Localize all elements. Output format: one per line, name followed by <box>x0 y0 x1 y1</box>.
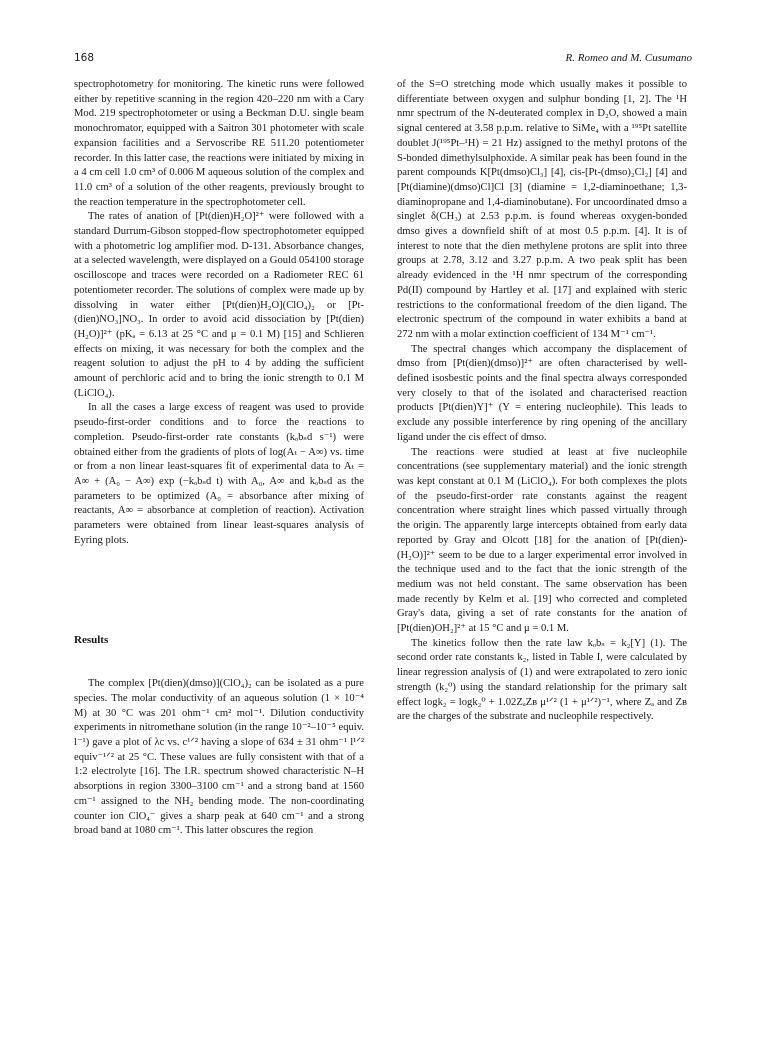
paragraph: The spectral changes which accompany the displacement of dmso from [Pt(dien)(dmso)]²⁺ are often characterised by well-defined isosbestic points and the final spectra always corresponded very closely to that of the isolated and characterised reaction products [Pt(dien)Y]⁺ (Y = entering nucleophile). This leads to exclude any possible interference by ring opening of the ancillary ligand under the cis effect of dmso. <box>397 343 687 443</box>
paragraph: The kinetics follow then the rate law kₒbₛ = k₂[Y] (1). The second order rate constants k₂, listed in Table I, were calculated by linear regression analysis of (1) and were extrapolated to zero ionic strength (k₂⁰) using the standard relationship for the primary salt effect logk₂ = logk₂⁰ + 1.02ZₐZʙ μ¹ᐟ² (1 + μ¹ᐟ²)⁻¹, where Zₐ and Zʙ are the charges of the substrate and nucleophile respectively. <box>397 637 687 723</box>
paragraph: spectrophotometry for monitoring. The kinetic runs were followed either by repetitive scanning in the region 420–220 nm with a Cary Mod. 219 spectrophotometer or using a Beckman D.U. single beam monochromator, equipped with a Saitron 301 photometer with scale expansion facilities and a Servoscribe RE 511.20 potentiometer recorder. In this latter case, the reactions were initiated by mixing in a 4 cm cell 1.0 cm³ of 0.006 M aqueous solution of the complex and 11.0 cm³ of a solution of the other reagents, previously brought to the reaction temperature in the spectrophotometer cell. <box>74 79 364 208</box>
paragraph: The reactions were studied at least at five nucleophile concentrations (see supplementary material) and the ionic strength was kept constant at 0.1 M (LiClO₄). For both complexes the plots of the pseudo-first-order rate constants against the reagent concentration where straight lines which passed virtually through the origin. The apparently large intercepts obtained from early data reported by Gray and Olcott [18] for the anation of [Pt(dien)-(H₂O)]²⁺ seem to be due to a larger experimental error involved in the technique used and to the fact that the ionic strength of the medium was not held constant. The same observation has been made recently by Kelm et al. [19] who corrected and completed Gray's data, giving a set of rate constants for the anation of [Pt(dien)OH₂]²⁺ at 15 °C and μ = 0.1 M. <box>397 446 687 635</box>
section-heading-results: Results <box>74 633 109 646</box>
right-column <box>397 78 687 725</box>
paragraph: In all the cases a large excess of reagent was used to provide pseudo-first-order conditions and to force the reactions to completion. Pseudo-first-order rate constants (kₒbₛd s⁻¹) were obtained either from the gradients of plots of log(Aₜ − A∞) vs. time or from a non linear least-squares fit of experimental data to Aₜ = A∞ + (A₀ − A∞) exp (−kₒbₛd t) with A₀, A∞ and kₒbₛd as the parameters to be optimized (A₀ = absorbance after mixing of reactants, A∞ = absorbance at completion of reaction). Activation parameters were obtained from linear least-squares analysis of Eyring plots. <box>74 402 364 546</box>
left-column <box>74 78 364 839</box>
paragraph: The rates of anation of [Pt(dien)H₂O]²⁺ were followed with a standard Durrum-Gibson stopped-flow spectrophotometer equipped with a photometric log amplifier mod. D-131. Absorbance changes, at a selected wavelength, were displayed on a Gould 054100 storage oscilloscope and traces were recorded on a Radiometer REC 61 potentiometer recorder. The solutions of complex were made up by dissolving in water either [Pt(dien)H₂O](ClO₄)₂ or [Pt-(dien)NO₃]NO₃. In order to avoid acid dissociation by [Pt(dien)(H₂O)]²⁺ (pKₐ = 6.13 at 25 °C and μ = 0.1 M) [15] and Schlieren effects on mixing, it was necessary for both the complex and the reagent solution to adjust the pH to 4 by adding the sufficient amount of perchloric acid and to bring the ionic strength to 0.1 M (LiClO₄). <box>74 211 364 399</box>
page-header <box>74 50 692 66</box>
running-head: R. Romeo and M. Cusumano <box>565 52 692 64</box>
paragraph: The complex [Pt(dien)(dmso)](ClO₄)₂ can be isolated as a pure species. The molar conductivity of an aqueous solution (1 × 10⁻⁴ M) at 30 °C was 201 ohm⁻¹ cm² mol⁻¹. Dilution conductivity experiments in nitromethane solution (in the range 10⁻²–10⁻⁵ equiv. l⁻¹) gave a plot of λc vs. c¹ᐟ² having a slope of 634 ± 31 ohm⁻¹ l¹ᐟ² equiv⁻¹ᐟ² at 25 °C. These values are fully consistent with that of a 1:2 electrolyte [16]. The I.R. spectrum showed characteristic N–H absorptions in region 3300–3100 cm⁻¹ and a strong band at 1560 cm⁻¹ assigned to the NH₂ bending mode. The non-coordinating counter ion ClO₄⁻ gives a sharp peak at 640 cm⁻¹ and a strong broad band at 1080 cm⁻¹. This latter obscures the region <box>74 678 364 837</box>
page-number: 168 <box>74 52 95 64</box>
paragraph: of the S=O stretching mode which usually makes it possible to differentiate between oxygen and sulphur bonding [1, 2]. The ¹H nmr spectrum of the N-deuterated complex in D₂O, showed a main signal centered at 3.58 p.p.m. relative to SiMe₄ with a ¹⁹⁵Pt satellite doublet J(¹⁹⁵Pt–¹H) = 21 Hz) assigned to the methyl protons of the S-bonded dimethylsulphoxide. A similar peak has been found in the parent compounds K[Pt(dmso)Cl₃] [4], cis-[Pt-(dmso)₂Cl₂] [4] and [Pt(diamine)(dmso)Cl]Cl [3] (diamine = 1,2-diaminoethane; 1,3-diaminopropane and 1,4-diaminobutane). For uncoordinated dmso a singlet δ(CH₃) at 2.53 p.p.m. is found whereas oxygen-bonded dmso gives a downfield shift of at most 0.5 p.p.m. [4]. It is of interest to note that the dien methylene protons are split into three groups at 2.78, 3.12 and 3.27 p.p.m. A two peak split has been already evidenced in the ¹H nmr spectrum of the corresponding Pd(II) compound by Hartley et al. [17] and explained with steric restrictions to the conformational freedom of the dien ligand. The electronic spectrum of the compound in water exhibits a band at 272 nm with a molar extinction coefficient of 134 M⁻¹ cm⁻¹. <box>397 79 687 340</box>
